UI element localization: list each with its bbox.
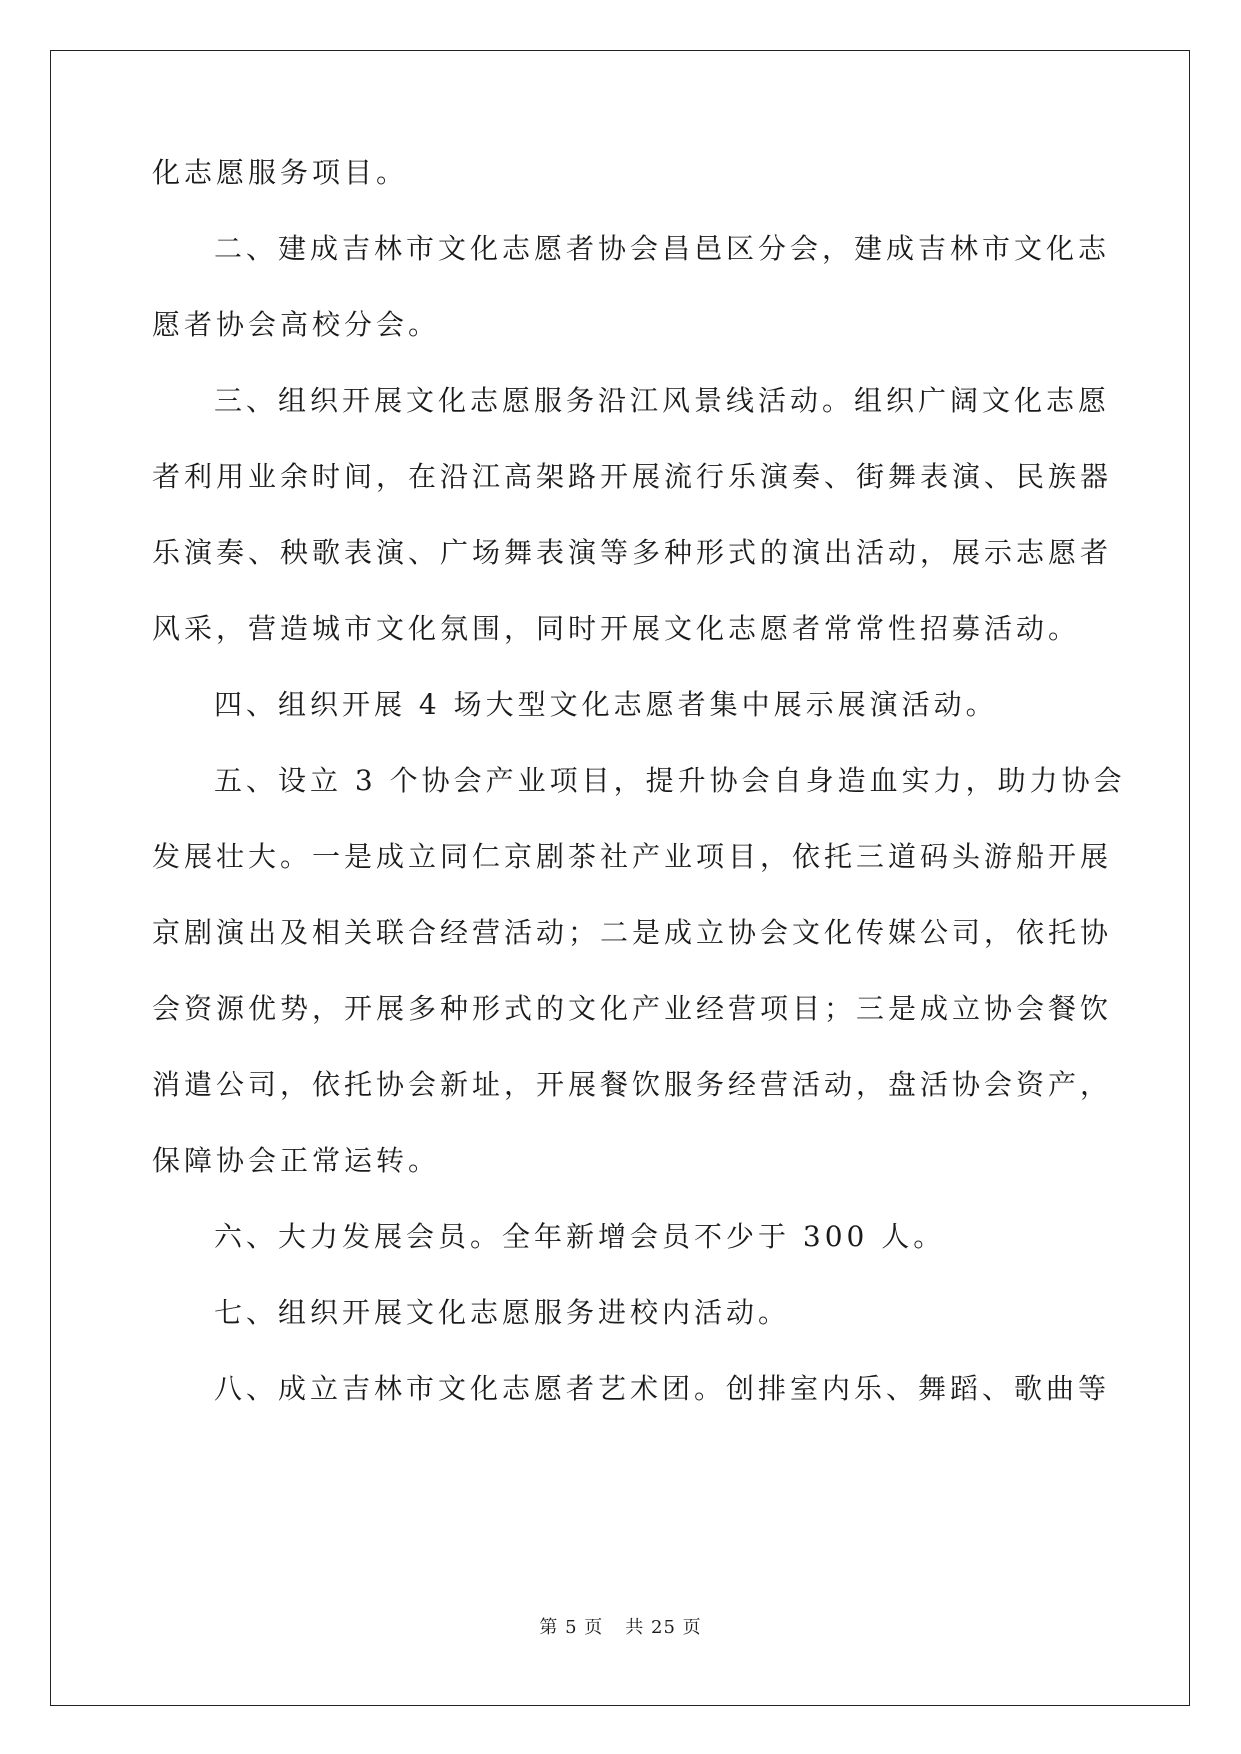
text-line: 二、建成吉林市文化志愿者协会昌邑区分会，建成吉林市文化志 [214,232,1111,265]
text-line: 愿者协会高校分会。 [152,308,441,341]
text-line: 者利用业余时间，在沿江高架路开展流行乐演奏、街舞表演、民族器 [152,460,1113,493]
text-line: 消遣公司，依托协会新址，开展餐饮服务经营活动，盘活协会资产， [152,1068,1113,1101]
page-number-current: 第 5 页 [539,1617,604,1638]
text-line: 三、组织开展文化志愿服务沿江风景线活动。组织广阔文化志愿 [214,384,1111,417]
text-line: 乐演奏、秧歌表演、广场舞表演等多种形式的演出活动，展示志愿者 [152,536,1113,569]
page-footer [0,1616,1241,1640]
text-line: 七、组织开展文化志愿服务进校内活动。 [214,1296,791,1329]
text-line: 化志愿服务项目。 [152,156,409,189]
text-line: 八、成立吉林市文化志愿者艺术团。创排室内乐、舞蹈、歌曲等 [214,1372,1111,1405]
text-line: 六、大力发展会员。全年新增会员不少于 300 人。 [214,1220,946,1253]
text-line: 发展壮大。一是成立同仁京剧茶社产业项目，依托三道码头游船开展 [152,840,1113,873]
page-number-total: 共 25 页 [625,1617,702,1638]
text-line: 会资源优势，开展多种形式的文化产业经营项目；三是成立协会餐饮 [152,992,1113,1025]
text-line: 保障协会正常运转。 [152,1144,441,1177]
text-line: 四、组织开展 4 场大型文化志愿者集中展示展演活动。 [214,688,998,721]
text-line: 风采，营造城市文化氛围，同时开展文化志愿者常常性招募活动。 [152,612,1081,645]
text-line: 五、设立 3 个协会产业项目，提升协会自身造血实力，助力协会 [214,764,1126,797]
page-border [50,50,1190,1706]
text-line: 京剧演出及相关联合经营活动；二是成立协会文化传媒公司，依托协 [152,916,1113,949]
